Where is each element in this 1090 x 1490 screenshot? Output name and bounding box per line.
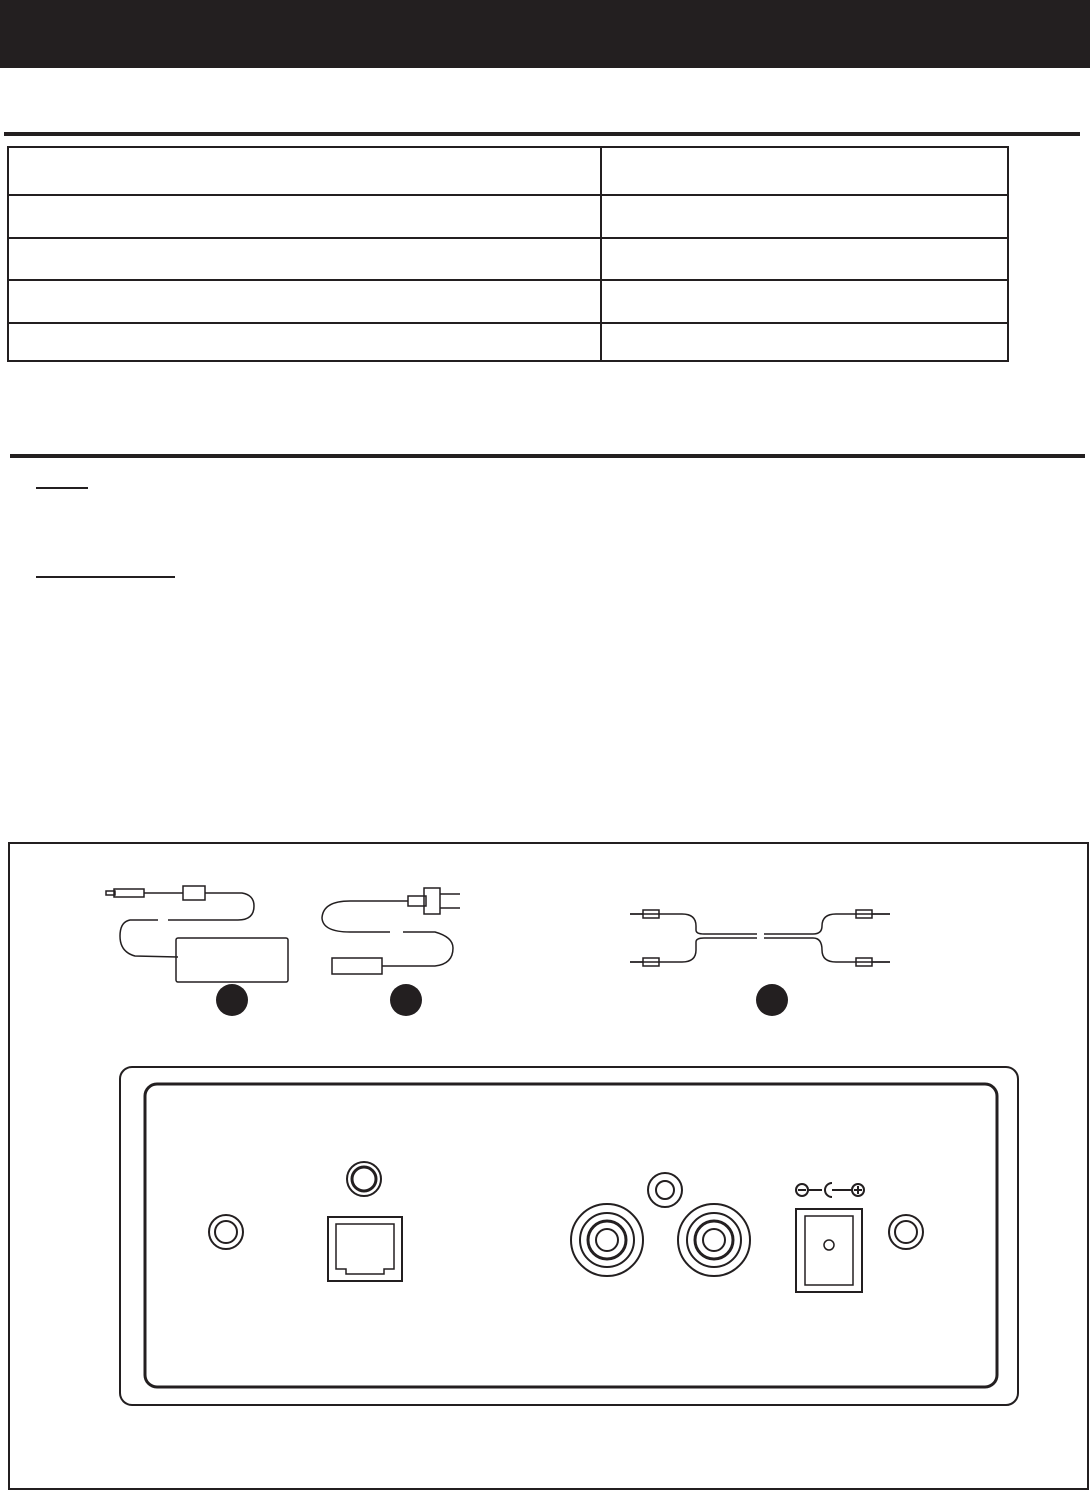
optical-port-icon — [328, 1217, 402, 1281]
spec-table — [7, 146, 1009, 362]
rear-panel-outer — [120, 1067, 1018, 1405]
spec-label — [8, 147, 601, 195]
ac-adapter-illustration — [106, 886, 288, 982]
spec-label — [8, 195, 601, 237]
spec-label — [8, 238, 601, 280]
section-2-rule — [10, 454, 1085, 458]
table-row — [8, 195, 1008, 237]
spec-value — [601, 323, 1008, 361]
diagram-svg — [10, 844, 1087, 1488]
rca-jack-right-icon — [678, 1204, 750, 1276]
rca-cable-illustration — [630, 910, 890, 966]
spec-value — [601, 195, 1008, 237]
table-row — [8, 147, 1008, 195]
accessory-badge-3 — [756, 984, 788, 1016]
spec-label — [8, 323, 601, 361]
small-jack-icon — [648, 1173, 682, 1207]
table-row — [8, 323, 1008, 361]
mini-jack-icon — [347, 1162, 381, 1196]
spec-value — [601, 238, 1008, 280]
subheading-2-underline — [36, 576, 175, 578]
subheading-1-underline — [36, 487, 88, 489]
section-1-rule — [4, 132, 1080, 136]
screw-left-icon — [209, 1215, 243, 1249]
table-row — [8, 238, 1008, 280]
accessory-badge-1 — [216, 984, 248, 1016]
spec-value — [601, 280, 1008, 322]
rca-jack-left-icon — [571, 1204, 643, 1276]
dc-input-icon — [796, 1209, 862, 1292]
spec-value — [601, 147, 1008, 195]
dc-polarity-icon — [796, 1183, 864, 1197]
power-cord-illustration — [322, 888, 460, 974]
screw-right-icon — [889, 1215, 923, 1249]
accessory-badge-2 — [390, 984, 422, 1016]
spec-label — [8, 280, 601, 322]
connection-diagram — [8, 842, 1089, 1490]
table-row — [8, 280, 1008, 322]
header-bar — [0, 0, 1090, 68]
